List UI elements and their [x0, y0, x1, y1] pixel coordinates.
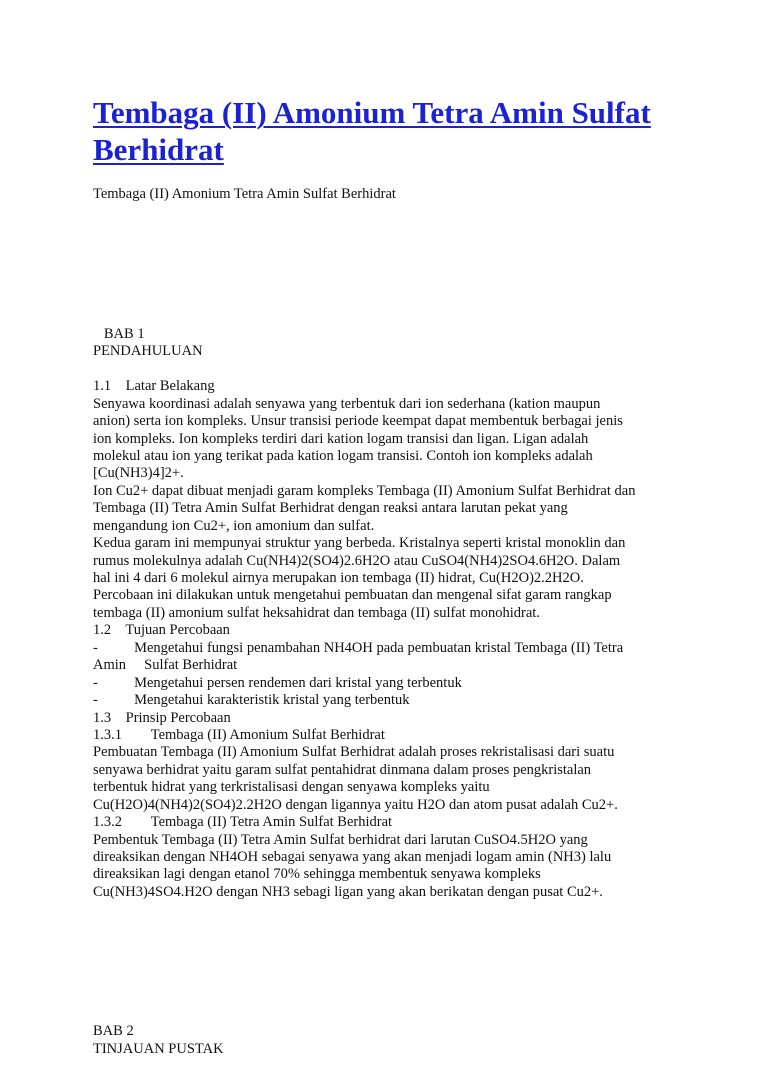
text-line: mengandung ion Cu2+, ion amonium dan sulfat.	[93, 517, 375, 534]
text-line: BAB 2	[93, 1023, 134, 1040]
text-line: direaksikan dengan NH4OH sebagai senyawa yang akan menjadi logam amin (NH3) lalu	[93, 849, 612, 866]
text-line: Kedua garam ini mempunyai struktur yang berbeda. Kristalnya seperti kristal monoklin dan	[93, 535, 626, 552]
text-line: terbentuk hidrat yang terkristalisasi dengan senyawa kompleks yaitu	[93, 779, 490, 796]
page-title	[93, 94, 693, 168]
text-line: tembaga (II) amonium sulfat heksahidrat dan tembaga (II) sulfat monohidrat.	[93, 604, 540, 621]
text-line: [Cu(NH3)4]2+.	[93, 465, 184, 482]
text-line: 1.1 Latar Belakang	[93, 378, 215, 395]
text-line: Pembuatan Tembaga (II) Amonium Sulfat Berhidrat adalah proses rekristalisasi dari suatu	[93, 744, 615, 761]
text-line: TINJAUAN PUSTAK	[93, 1040, 224, 1057]
text-line: ion kompleks. Ion kompleks terdiri dari kation logam transisi dan ligan. Ligan adalah	[93, 430, 589, 447]
bab-2-section	[93, 1023, 693, 1058]
text-line: - Mengetahui fungsi penambahan NH4OH pada pembuatan kristal Tembaga (II) Tetra	[93, 639, 624, 656]
text-line: Tembaga (II) Tetra Amin Sulfat Berhidrat dengan reaksi antara larutan pekat yang	[93, 500, 568, 517]
title-link[interactable]: Tembaga (II) Amonium Tetra Amin Sulfat Berhidrat	[93, 95, 651, 167]
text-line: PENDAHULUAN	[93, 343, 203, 360]
text-line: hal ini 4 dari 6 molekul airnya merupakan ion tembaga (II) hidrat, Cu(H2O)2.2H2O.	[93, 570, 584, 587]
text-line: Amin Sulfat Berhidrat	[93, 657, 238, 674]
text-line: molekul atau ion yang terikat pada kation logam transisi. Contoh ion kompleks adalah	[93, 447, 593, 464]
text-line: rumus molekulnya adalah Cu(NH4)2(SO4)2.6H2O atau CuSO4(NH4)2SO4.6H2O. Dalam	[93, 552, 621, 569]
section-gap	[93, 936, 693, 988]
text-line: senyawa berhidrat yaitu garam sulfat pentahidrat dinmana dalam proses pengkristalan	[93, 761, 592, 778]
text-line: 1.3.1 Tembaga (II) Amonium Sulfat Berhidrat	[93, 726, 385, 743]
text-line: 1.2 Tujuan Percobaan	[93, 622, 230, 639]
text-line: - Mengetahui persen rendemen dari kristal yang terbentuk	[93, 674, 462, 691]
text-line: Cu(NH3)4SO4.H2O dengan NH3 sebagi ligan yang akan berikatan dengan pusat Cu2+.	[93, 883, 603, 900]
text-line: 1.3.2 Tembaga (II) Tetra Amin Sulfat Berhidrat	[93, 814, 393, 831]
text-line: Pembentuk Tembaga (II) Tetra Amin Sulfat berhidrat dari larutan CuSO4.5H2O yang	[93, 831, 588, 848]
text-line: 1.3 Prinsip Percobaan	[93, 709, 231, 726]
subtitle: Tembaga (II) Amonium Tetra Amin Sulfat Berhidrat	[93, 186, 396, 202]
text-line: Percobaan ini dilakukan untuk mengetahui pembuatan dan mengenal sifat garam rangkap	[93, 587, 612, 604]
text-line: - Mengetahui karakteristik kristal yang terbentuk	[93, 692, 410, 709]
text-line	[93, 361, 693, 378]
text-line: anion) serta ion kompleks. Unsur transisi periode keempat dapat membentuk berbagai jenis	[93, 413, 623, 430]
text-line: BAB 1	[93, 325, 145, 342]
text-line: Cu(H2O)4(NH4)2(SO4)2.2H2O dengan ligannya yaitu H2O dan atom pusat adalah Cu2+.	[93, 796, 618, 813]
text-line: Senyawa koordinasi adalah senyawa yang terbentuk dari ion sederhana (kation maupun	[93, 395, 601, 412]
document-body	[93, 291, 693, 1075]
bab-1-section	[93, 326, 693, 901]
text-line: Ion Cu2+ dapat dibuat menjadi garam kompleks Tembaga (II) Amonium Sulfat Berhidrat dan	[93, 482, 636, 499]
text-line: direaksikan lagi dengan etanol 70% sehingga membentuk senyawa kompleks	[93, 866, 541, 883]
